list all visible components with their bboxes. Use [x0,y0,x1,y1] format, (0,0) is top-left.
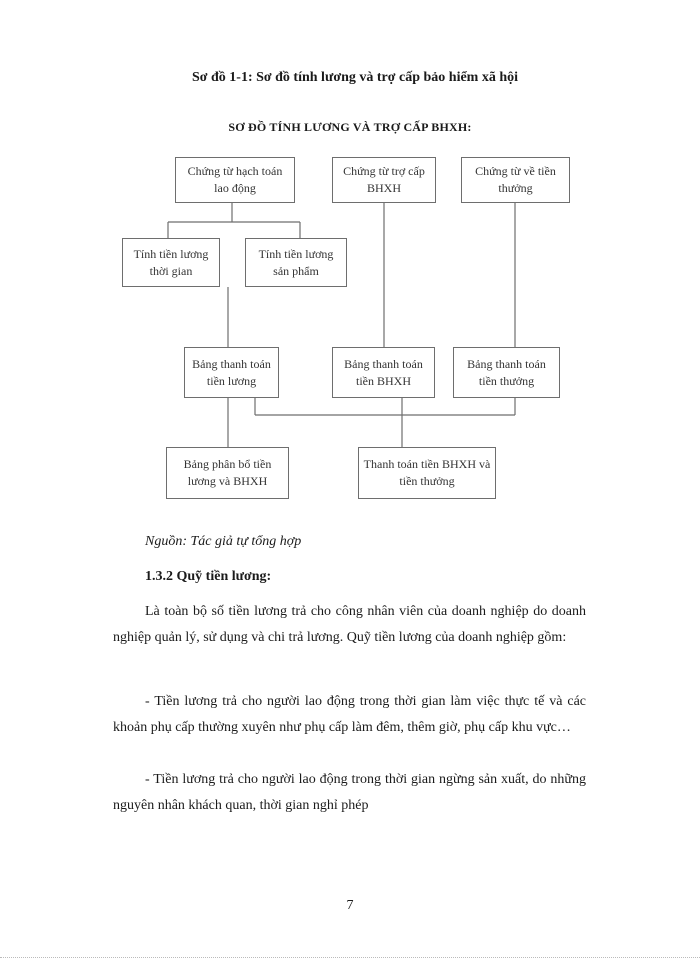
box-time-wage: Tính tiền lương thời gian [122,238,220,287]
figure-caption: Sơ đồ 1-1: Sơ đồ tính lương và trợ cấp bảo hiểm xã hội [191,70,519,85]
diagram-title: SƠ ĐỒ TÍNH LƯƠNG VÀ TRỢ CẤP BHXH: [228,120,472,134]
box-labor-documents: Chứng từ hạch toán lao động [175,157,295,203]
paragraph: Là toàn bộ số tiền lương trả cho công nhân viên của doanh nghiệp do doanh nghiệp quản lý, sử dụng và chi trả lương. Quỹ tiền lương của doanh nghiệp gồm: [113,604,586,645]
box-bonus-payment-sheet: Bảng thanh toán tiền thưởng [453,347,560,398]
box-wage-allocation: Bảng phân bổ tiền lương và BHXH [166,447,289,499]
box-insurance-documents: Chứng từ trợ cấp BHXH [332,157,436,203]
source-note: Nguồn: Tác giả tự tổng hợp [145,534,302,549]
page-divider [0,957,700,958]
box-piece-wage: Tính tiền lương sản phẩm [245,238,347,287]
paragraph: - Tiền lương trả cho người lao động trong thời gian làm việc thực tế và các khoản phụ cấp thường xuyên như phụ cấp làm đêm, thêm giờ, phụ cấp khu vực… [113,694,586,735]
page-number: 7 [346,898,354,913]
box-insurance-payment-sheet: Bảng thanh toán tiền BHXH [332,347,435,398]
box-bonus-documents: Chứng từ về tiền thưởng [461,157,570,203]
box-payroll-sheet: Bảng thanh toán tiền lương [184,347,279,398]
box-insurance-bonus-settlement: Thanh toán tiền BHXH và tiền thưởng [358,447,496,499]
paragraph: - Tiền lương trả cho người lao động trong thời gian ngừng sản xuất, do những nguyên nhân khách quan, thời gian nghỉ phép [113,772,586,813]
section-heading: 1.3.2 Quỹ tiền lương: [145,569,272,584]
